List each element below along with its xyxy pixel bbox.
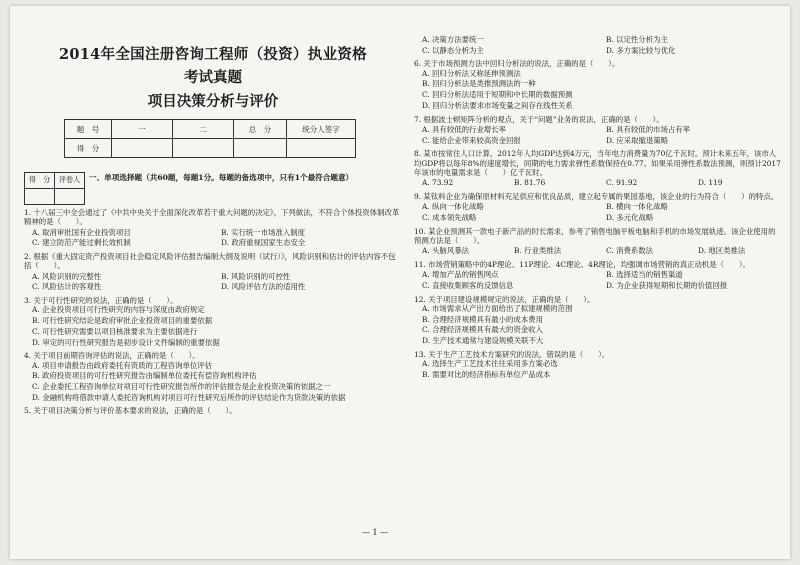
option-text: D. 多元化战略	[606, 212, 654, 222]
question-item	[414, 59, 782, 111]
option-text: A. 企业投资项目可行性研究的内容与深度由政府规定	[32, 305, 205, 315]
option-group	[24, 305, 402, 348]
option-text: A. 风险识别的完整性	[32, 271, 102, 281]
left-column	[24, 6, 402, 416]
question-text: 7. 根据波士顿矩阵分析的观点，关于“问题”业务的说法，正确的是（ ）。	[414, 114, 664, 124]
option-text: B. 81.76	[514, 178, 546, 188]
subject-title: 项目决策分析与评价	[147, 92, 279, 110]
option-group	[414, 359, 782, 380]
option-text: A. 市场需求从产出方面给出了拟建规模的范围	[422, 303, 573, 313]
option-text: A. 73.92	[422, 178, 454, 188]
question-text: 10. 某企业预测其一款电子新产品的时长需求，参考了销售电脑平板电脑和手机的市场发展轨迹。该企业使用的预测方法是（ ）。	[414, 226, 776, 245]
option-text: A. 增加产品的销售网点	[422, 270, 499, 280]
option-text: D. 生产技术通常与建设规模关联不大	[422, 335, 544, 345]
score-table	[64, 119, 356, 158]
question-item	[24, 406, 402, 415]
option-text: A. 项目申请报告由政府委托有资质的工程咨询单位评估	[32, 360, 213, 370]
option-text: C. 成本领先战略	[422, 212, 477, 222]
option-text: B. 实行统一市场准入制度	[221, 227, 306, 237]
option-text: A. 头脑风暴法	[422, 246, 469, 256]
option-group	[24, 361, 402, 404]
option-text: D. 为企业获得短期和长期的价值回报	[606, 280, 728, 290]
question-item	[414, 295, 782, 347]
score-cell	[173, 139, 234, 158]
left-question-list	[24, 208, 402, 416]
question-item	[414, 227, 782, 257]
option-text: A. 回归分析法又称延伸预测法	[422, 68, 521, 78]
question-item	[24, 208, 402, 249]
option-text: A. 决策方法要统一	[422, 35, 484, 44]
option-text: C. 以静态分析为主	[422, 45, 484, 55]
option-text: C. 建立防范产能过剩长效机制	[32, 238, 131, 248]
option-text: C. 风险估计的客观性	[32, 282, 102, 292]
question-item	[414, 192, 782, 224]
option-text: A. 具有较低的行业增长率	[422, 124, 506, 134]
score-cell	[112, 139, 173, 158]
score-row-values	[65, 139, 356, 158]
question-item	[414, 350, 782, 381]
option-text: D. 地区类推法	[698, 246, 746, 256]
option-text: B. 具有较低的市场占有率	[606, 124, 691, 134]
option-group	[414, 270, 782, 291]
option-group	[414, 69, 782, 112]
grader-cell	[25, 189, 55, 205]
option-group	[414, 202, 782, 223]
option-text: B. 可行性研究结论是政府审批企业投资项目的重要依据	[32, 316, 213, 326]
option-text: C. 可行性研究需要以项目核准要求为主要依据进行	[32, 326, 198, 336]
question-item	[24, 296, 402, 348]
option-text: D. 应采取撤退策略	[606, 135, 669, 145]
option-text: A. 取消审批国有企业投资项目	[32, 227, 131, 237]
option-text: C. 直接收集顾客的反馈信息	[422, 280, 514, 290]
right-question-list	[414, 35, 782, 380]
question-text: 9. 某钛料企业为确保原材料充足供应和优良品质，建立起专属的果园基地，该企业的行为符合（ ）的特点。	[414, 191, 779, 201]
page-number: — 1 —	[362, 528, 389, 537]
option-text: B. 风险识别的可控性	[221, 271, 291, 281]
option-text: B. 横向一体化战略	[606, 202, 668, 212]
grader-table	[24, 172, 85, 205]
score-cell: 统分人签字	[287, 120, 356, 139]
score-cell: 总 分	[234, 120, 287, 139]
option-group	[414, 125, 782, 146]
score-cell	[234, 139, 287, 158]
option-group	[414, 178, 782, 189]
section-header	[24, 172, 402, 205]
option-text: D. 金融机构将借款申请人委托咨询机构对项目可行性研究后所作的评估结论作为贷款决策的依据	[32, 392, 346, 402]
question-text: 6. 关于市场预测方法中回归分析法的说法，正确的是（ ）。	[414, 59, 620, 69]
grader-cell: 得 分	[25, 173, 55, 189]
option-text: C. 合理经济规模具有最大的资金收入	[422, 325, 543, 335]
option-text: B. 回归分析法是类推预测法的一种	[422, 79, 536, 89]
option-text: A. 选择生产工艺技术往往采用多方案必选	[422, 358, 558, 368]
question-text: 5. 关于项目决策分析与评价基本要求的说法，正确的是（ ）。	[24, 406, 237, 416]
option-text: B. 政府投资项目的可行性研究报告由编制单位委托有偿咨询机构评估	[32, 371, 257, 381]
question-text: 8. 某市按常住人口计算，2012年人均GDP达到4万元，当年电力消费量为70亿千瓦时。预计未来五年，该市人均GDP将以每年8%的速度增长，同期的电力需求弹性系数保持在0.77。如果采用弹性系数法预测，则预计2017年该市的电量需求是（ ）亿千瓦时。	[414, 149, 781, 177]
option-group	[24, 228, 402, 249]
option-text: D. 119	[698, 178, 723, 188]
question-text: 3. 关于可行性研究的说法，正确的是（ ）。	[24, 296, 178, 306]
option-text: D. 政府重视国家生态安全	[221, 238, 306, 248]
option-text: C. 企业委托工程咨询单位对项目可行性研究报告所作的评估报告是企业投资决策的依据之一	[32, 382, 331, 392]
option-text: B. 需要对比的经济指标有单位产品成本	[422, 369, 551, 379]
score-cell: 一	[112, 120, 173, 139]
question-text: 12. 关于项目建设规模规定的说法，正确的是（ ）。	[414, 294, 595, 304]
question-item	[414, 260, 782, 292]
option-text: D. 多方案比较与优化	[606, 45, 676, 55]
score-cell: 二	[173, 120, 234, 139]
grader-cell	[55, 189, 85, 205]
question-item	[24, 252, 402, 293]
option-group	[414, 35, 782, 56]
option-text: B. 以定性分析为主	[606, 35, 668, 44]
question-text: 13. 关于生产工艺技术方案研究的说法，错误的是（ ）。	[414, 349, 610, 359]
score-cell: 题 号	[65, 120, 112, 139]
question-text: 2. 根据《重大固定资产投资项目社会稳定风险评估报告编制大纲及说明（试行）》，风险识别和估计的评估内容不包括（ ）。	[24, 252, 396, 271]
section-title: 一、单项选择题（共60题，每题1分。每题的备选项中，只有1个最符合题意）	[89, 173, 354, 183]
option-group	[24, 272, 402, 293]
title-block	[24, 6, 402, 110]
question-text: 11. 市场营销策略中的4P理论、11P理论、4C理论、4R理论，均强调市场营销的真正动机是（ ）。	[414, 259, 750, 269]
option-text: D. 审定的可行性研究报告是初步设计文件编制的重要依据	[32, 337, 220, 347]
option-text: C. 消费系数法	[606, 246, 654, 256]
option-text: A. 纵向一体化战略	[422, 202, 484, 212]
question-item	[414, 149, 782, 188]
question-item	[414, 35, 782, 56]
question-item	[414, 115, 782, 147]
exam-title: 2014年全国注册咨询工程师（投资）执业资格	[59, 46, 367, 63]
option-text: D. 风险评估方法的适用性	[221, 282, 306, 292]
option-text: C. 能给企业带来较高资金回报	[422, 135, 521, 145]
option-group	[414, 304, 782, 347]
score-row-header	[65, 120, 356, 139]
question-text: 4. 关于项目前期咨询评估的说法，正确的是（ ）。	[24, 351, 200, 361]
score-cell: 得 分	[65, 139, 112, 158]
grader-cell: 评卷人	[55, 173, 85, 189]
option-text: C. 回归分析法适用于短期和中长期的数据预测	[422, 90, 573, 100]
option-text: B. 选择适当的销售渠道	[606, 270, 683, 280]
option-text: D. 回归分析法要求市场变量之间存在线性关系	[422, 100, 573, 110]
exam-subtitle: 考试真题	[184, 69, 242, 87]
question-text: 1. 十八届三中全会通过了《中共中央关于全面深化改革若干重大问题的决定》，下列做法，不符合个体投资体制改革精神的是（ ）。	[24, 208, 400, 227]
option-text: B. 行业类推法	[514, 246, 562, 256]
option-text: C. 91.92	[606, 178, 638, 188]
score-cell	[287, 139, 356, 158]
option-group	[414, 246, 782, 257]
option-text: B. 合理经济规模具有最小的成本费用	[422, 314, 543, 324]
exam-page	[10, 6, 790, 559]
question-item	[24, 351, 402, 403]
right-column	[414, 6, 782, 380]
